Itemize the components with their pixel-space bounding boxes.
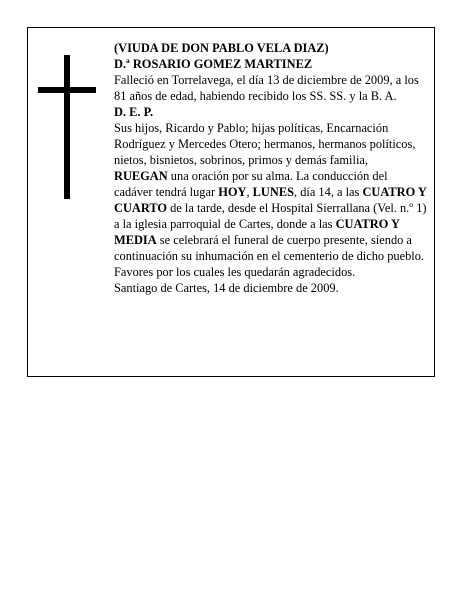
time-funeral: CUATRO Y MEDIA xyxy=(114,217,400,247)
request-text-2: , xyxy=(246,185,253,199)
funeral-request xyxy=(114,168,429,280)
request-text-5: se celebrará el funeral de cuerpo presente, siendo a continuación su inhumación en el cementerio de dicho pueblo. Favores por los cuales les quedarán agradecidos. xyxy=(114,233,425,279)
cross-vertical-bar xyxy=(64,55,70,199)
death-details: Falleció en Torrelavega, el día 13 de diciembre de 2009, a los 81 años de edad, habiendo recibido los SS. SS. y la B. A. xyxy=(114,73,419,103)
place-date: Santiago de Cartes, 14 de diciembre de 2009. xyxy=(114,281,339,295)
request-text-4: de la tarde, desde el Hospital Sierrallana (Vel. n.º 1) a la iglesia parroquial de Cartes, donde a las xyxy=(114,201,427,231)
request-text-3: , día 14, a las xyxy=(294,185,363,199)
widow-heading: (VIUDA DE DON PABLO VELA DIAZ) xyxy=(114,41,329,55)
time-procession: CUATRO Y CUARTO xyxy=(114,185,427,215)
family-list: Sus hijos, Ricardo y Pablo; hijas políticas, Encarnación Rodríguez y Mercedes Otero; hermanos, hermanos políticos, nietos, bisnietos, sobrinos, primos y demás familia, xyxy=(114,121,416,167)
lunes-word: LUNES xyxy=(252,185,294,199)
hoy-word: HOY xyxy=(218,185,247,199)
ruegan-word: RUEGAN xyxy=(114,169,168,183)
deceased-name: D.ª ROSARIO GOMEZ MARTINEZ xyxy=(114,57,313,71)
obituary-notice xyxy=(27,27,435,377)
notice-text xyxy=(114,40,429,296)
cross-horizontal-bar xyxy=(38,87,96,93)
dep-line: D. E. P. xyxy=(114,105,154,119)
cross-icon xyxy=(38,55,96,199)
request-text-1: una oración por su alma. La conducción del cadáver tendrá lugar xyxy=(114,169,388,199)
